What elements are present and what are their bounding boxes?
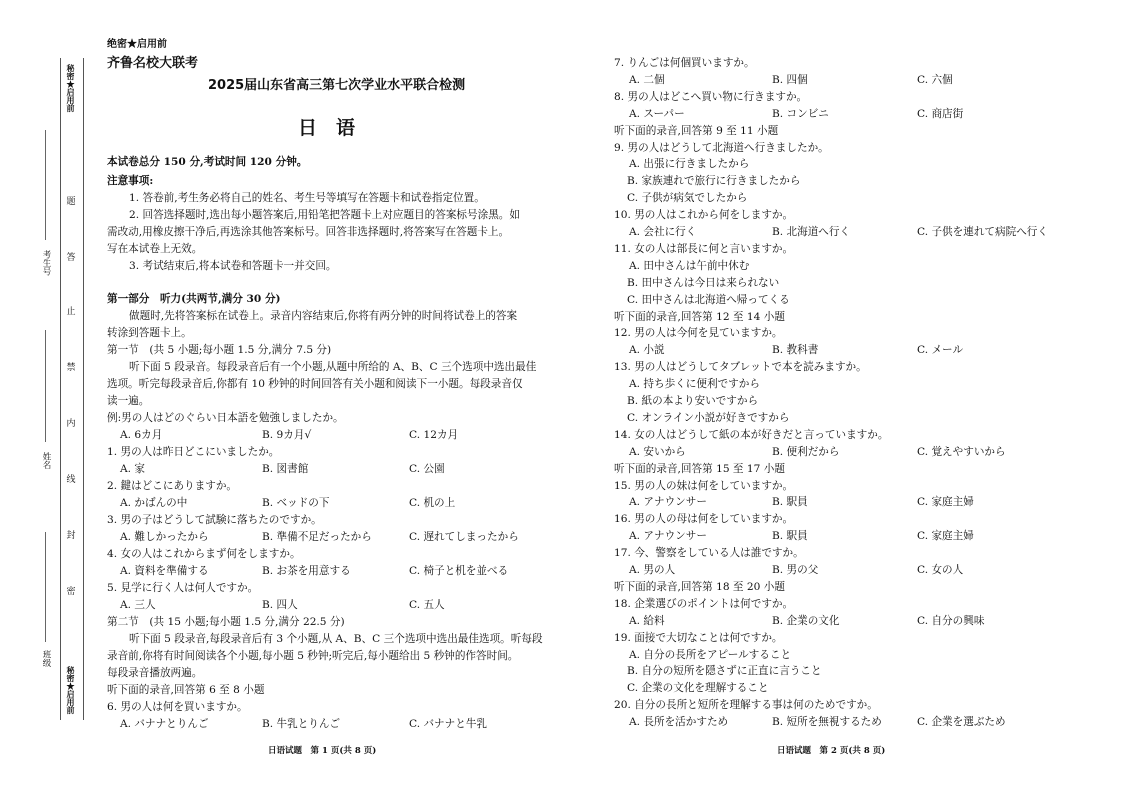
option-c: C. 田中さんは北海道へ帰ってくる: [627, 293, 790, 306]
student-id-field-label: 考生号: [41, 250, 51, 276]
question-text: 13. 男の人はどうしてタブレットで本を読みますか。: [614, 361, 867, 374]
note-line: 2. 回答选择题时,选出每小题答案后,用铅笔把答题卡上对应题目的答案标号涂黑。如: [129, 209, 520, 221]
option-c: C. オンライン小説が好きですから: [627, 411, 790, 424]
option-b: B. 家族連れで旅行に行きましたから: [627, 175, 801, 188]
option-b: B. 企業の文化: [772, 614, 840, 627]
question-text: 8. 男の人はどこへ買い物に行きますか。: [614, 90, 808, 103]
option-b: B. 9カ月√: [262, 429, 312, 441]
option-b: B. お茶を用意する: [262, 565, 351, 577]
question-text: 2. 鍵はどこにありますか。: [107, 480, 238, 492]
option-a: A. バナナとりんご: [120, 718, 209, 730]
question-text: 6. 男の人は何を買いますか。: [107, 701, 248, 713]
class-field-label: 班级: [41, 650, 51, 667]
option-c: C. 机の上: [409, 497, 456, 509]
option-c: C. 12カ月: [409, 429, 459, 441]
option-c: C. 家庭主婦: [917, 530, 974, 543]
option-a: A. アナウンサー: [629, 530, 707, 543]
option-a: A. 三人: [120, 599, 156, 611]
option-c: C. 椅子と机を並べる: [409, 565, 509, 577]
option-c: C. 商店街: [917, 107, 964, 120]
question-text: 14. 女の人はどうして紙の本が好きだと言っていますか。: [614, 428, 889, 441]
student-id-field-line: [45, 130, 46, 240]
sidebar-secret-bottom: 秘密★启用前: [66, 666, 76, 714]
option-a: A. 男の人: [629, 564, 676, 576]
section2-intro: 录音前,你将有时间阅读各个小题,每小题 5 秒钟;听完后,每小题给出 5 秒钟的作答时间。: [107, 650, 519, 662]
seal-char: 答: [64, 250, 78, 263]
section1-intro: 读一遍。: [107, 395, 150, 407]
option-a: A. スーパー: [629, 107, 685, 120]
question-text: 12. 男の人は今何を見ていますか。: [614, 327, 783, 340]
option-b: B. 短所を無視するため: [772, 716, 882, 729]
exam-title: 2025届山东省高三第七次学业水平联合检测: [208, 78, 466, 93]
confidential-mark: 绝密★启用前: [107, 39, 167, 50]
sidebar-frame: [60, 58, 84, 720]
option-b: B. 北海道へ行く: [772, 226, 851, 238]
option-a: A. 給料: [629, 614, 665, 627]
org-name: 齐鲁名校大联考: [107, 56, 199, 71]
option-a: A. 難しかったから: [120, 531, 209, 543]
option-c: C. 子供が病気でしたから: [627, 192, 748, 205]
option-b: B. 教科書: [772, 344, 819, 357]
option-a: A. 安いから: [629, 445, 686, 458]
question-text: 例:男の人はどのぐらい日本語を勉強しましたか。: [107, 412, 344, 424]
option-c: C. 覚えやすいから: [917, 445, 1006, 458]
group-heading: 听下面的录音,回答第 9 至 11 小题: [614, 124, 779, 137]
option-c: C. 自分の興味: [917, 614, 985, 627]
part1-intro: 转涂到答题卡上。: [107, 327, 192, 339]
question-text: 17. 今、警察をしている人は誰ですか。: [614, 547, 804, 560]
note-line: 需改动,用橡皮擦干净后,再选涂其他答案标号。回答非选择题时,将答案写在答题卡上。: [107, 226, 510, 238]
option-b: B. コンビニ: [772, 107, 829, 120]
option-c: C. 五人: [409, 599, 445, 611]
question-text: 20. 自分の長所と短所を理解する事は何のためですか。: [614, 699, 878, 712]
option-a: A. 田中さんは午前中休む: [629, 259, 750, 272]
option-b: B. 田中さんは今日は来られない: [627, 276, 780, 289]
section2-intro: 每段录音播放两遍。: [107, 667, 203, 679]
note-line: 1. 答卷前,考生务必将自己的姓名、考生号等填写在答题卡和试卷指定位置。: [129, 192, 485, 204]
option-c: C. 子供を連れて病院へ行く: [917, 226, 1048, 238]
section2-title: 第二节 (共 15 小题;每小题 1.5 分,满分 22.5 分): [107, 616, 345, 628]
note-line: 写在本试卷上无效。: [107, 243, 203, 255]
seal-char: 封: [64, 528, 78, 541]
name-field-line: [45, 330, 46, 442]
section1-title: 第一节 (共 5 小题;每小题 1.5 分,满分 7.5 分): [107, 344, 332, 356]
option-c: C. 企業を選ぶため: [917, 716, 1006, 729]
option-b: B. 男の父: [772, 564, 819, 576]
option-a: A. 6カ月: [120, 429, 163, 441]
seal-char: 线: [64, 472, 78, 485]
sidebar-secret-top: 秘密★启用前: [66, 64, 76, 112]
option-a: A. 自分の長所をアピールすること: [629, 648, 792, 661]
group-heading: 听下面的录音,回答第 6 至 8 小题: [107, 684, 265, 696]
option-b: B. 四個: [772, 73, 808, 86]
option-a: A. 出張に行きましたから: [629, 158, 750, 171]
option-a: A. かばんの中: [120, 497, 188, 509]
option-a: A. アナウンサー: [629, 496, 707, 509]
part1-intro: 做题时,先将答案标在试卷上。录音内容结束后,你将有两分钟的时间将试卷上的答案: [129, 310, 518, 322]
question-text: 9. 男の人はどうして北海道へ行きましたか。: [614, 141, 829, 154]
option-b: B. 駅員: [772, 496, 808, 509]
seal-char: 内: [64, 416, 78, 429]
seal-char: 密: [64, 584, 78, 597]
binding-sidebar: [60, 58, 82, 720]
option-b: B. 便利だから: [772, 445, 840, 458]
option-a: A. 長所を活かすため: [629, 716, 729, 729]
question-text: 1. 男の人は昨日どこにいましたか。: [107, 446, 280, 458]
option-b: B. 牛乳とりんご: [262, 718, 341, 730]
seal-char: 止: [64, 304, 78, 317]
option-b: B. 準備不足だったから: [262, 531, 372, 543]
option-a: A. 資料を準備する: [120, 565, 209, 577]
option-c: C. 遅れてしまったから: [409, 531, 519, 543]
option-c: C. 女の人: [917, 564, 964, 576]
question-text: 10. 男の人はこれから何をしますか。: [614, 209, 794, 222]
option-b: B. 四人: [262, 599, 298, 611]
class-field-line: [45, 532, 46, 642]
option-a: A. 家: [120, 463, 145, 475]
question-text: 3. 男の子はどうして試験に落ちたのですか。: [107, 514, 322, 526]
question-text: 15. 男の人の妹は何をしていますか。: [614, 479, 794, 492]
option-c: C. 公園: [409, 463, 445, 475]
page-footer: 日语试题 第 2 页(共 8 页): [777, 746, 886, 756]
option-b: B. 駅員: [772, 530, 808, 543]
option-a: A. 会社に行く: [629, 226, 697, 238]
group-heading: 听下面的录音,回答第 15 至 17 小题: [614, 462, 785, 475]
option-a: A. 二個: [629, 73, 665, 86]
option-b: B. 自分の短所を隠さずに正直に言うこと: [627, 665, 822, 678]
group-heading: 听下面的录音,回答第 12 至 14 小题: [614, 310, 785, 323]
option-c: C. 家庭主婦: [917, 496, 974, 509]
section1-intro: 听下面 5 段录音。每段录音后有一个小题,从题中所给的 A、B、C 三个选项中选出最佳: [129, 361, 537, 373]
question-text: 11. 女の人は部長に何と言いますか。: [614, 242, 794, 255]
option-c: C. 企業の文化を理解すること: [627, 682, 769, 695]
question-text: 19. 面接で大切なことは何ですか。: [614, 631, 783, 644]
option-b: B. ベッドの下: [262, 497, 330, 509]
option-b: B. 図書館: [262, 463, 309, 475]
option-c: C. 六個: [917, 73, 953, 86]
question-text: 16. 男の人の母は何をしていますか。: [614, 513, 794, 526]
group-heading: 听下面的录音,回答第 18 至 20 小题: [614, 580, 785, 593]
question-text: 5. 見学に行く人は何人ですか。: [107, 582, 259, 594]
notes-title: 注意事项:: [107, 175, 154, 187]
option-c: C. バナナと牛乳: [409, 718, 488, 730]
question-text: 18. 企業選びのポイントは何ですか。: [614, 597, 794, 610]
seal-char: 禁: [64, 360, 78, 373]
seal-char: 题: [64, 194, 78, 207]
section2-intro: 听下面 5 段录音,每段录音后有 3 个小题,从 A、B、C 三个选项中选出最佳选项。听每段: [129, 633, 543, 645]
question-text: 7. りんごは何個買いますか。: [614, 57, 755, 69]
page-footer: 日语试题 第 1 页(共 8 页): [268, 746, 377, 756]
note-line: 3. 考试结束后,将本试卷和答题卡一并交回。: [129, 260, 337, 272]
option-a: A. 持ち歩くに便利ですから: [629, 378, 760, 391]
name-field-label: 姓名: [41, 452, 51, 469]
part1-title: 第一部分 听力(共两节,满分 30 分): [107, 293, 281, 305]
option-b: B. 紙の本より安いですから: [627, 395, 759, 407]
score-info: 本试卷总分 150 分,考试时间 120 分钟。: [107, 156, 308, 168]
question-text: 4. 女の人はこれからまず何をしますか。: [107, 548, 301, 560]
option-a: A. 小説: [629, 344, 665, 357]
section1-intro: 选项。听完每段录音后,你都有 10 秒钟的时间回答有关小题和阅读下一小题。每段录音仅: [107, 378, 523, 390]
option-c: C. メール: [917, 344, 964, 357]
subject-title: 日 语: [298, 117, 356, 139]
